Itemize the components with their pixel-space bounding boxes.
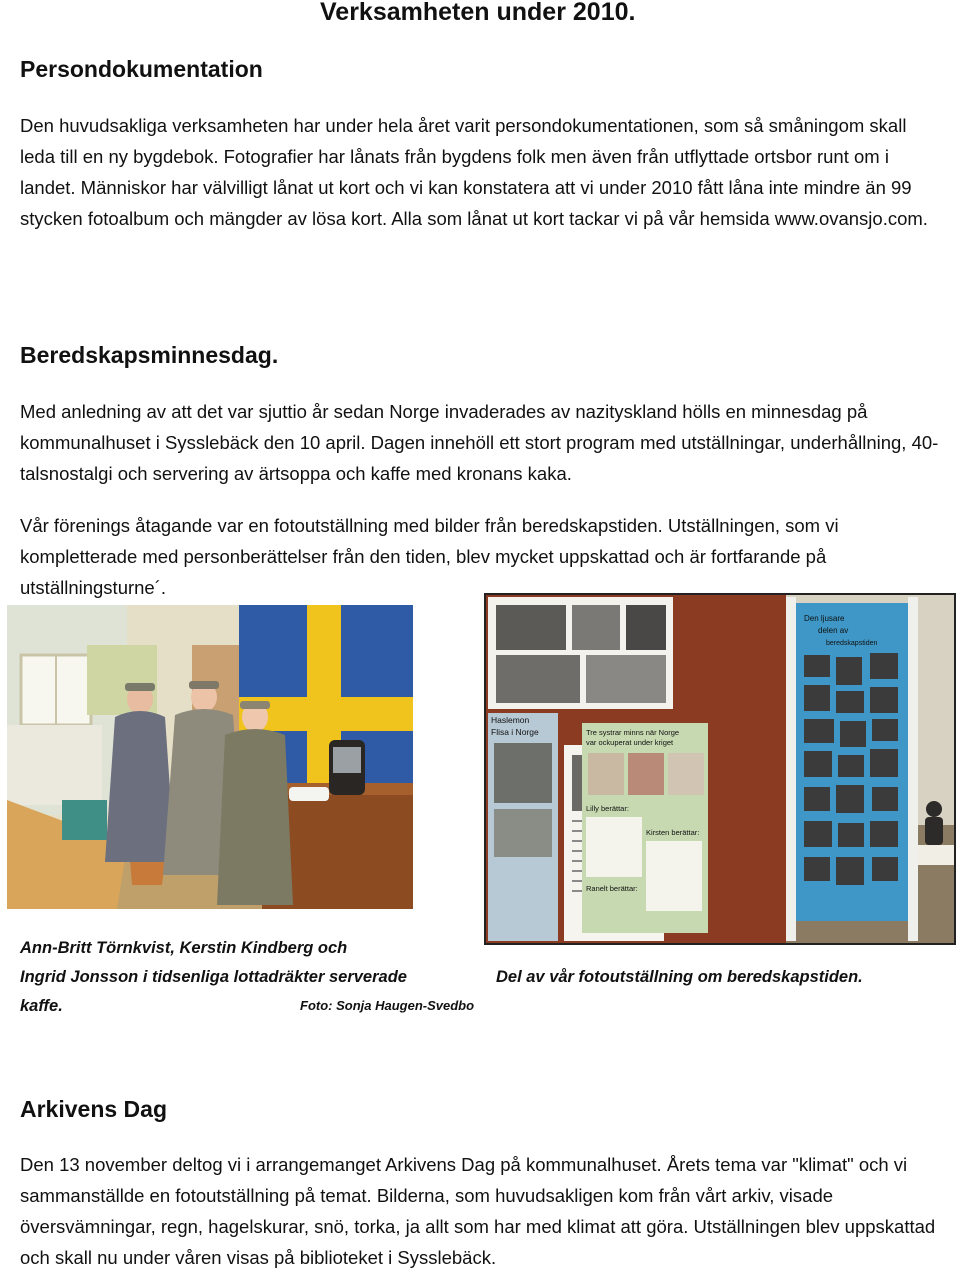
- section-heading-persondokumentation: Persondokumentation: [20, 56, 263, 82]
- photo-exhibition: [484, 593, 956, 945]
- poster-text-kirsten: Kirsten berättar:: [646, 828, 700, 837]
- caption-left-line1: Ann-Britt Törnkvist, Kerstin Kindberg och: [20, 939, 348, 957]
- caption-right: Del av vår fotoutställning om beredskapstiden.: [496, 968, 863, 986]
- photo-lottor-serving-coffee: [7, 605, 413, 909]
- caption-left-line2: Ingrid Jonsson i tidsenliga lottadräkter serverade: [20, 968, 407, 986]
- photo-lottor-illustration: [7, 605, 413, 909]
- poster-text-ockuperat: var ockuperat under kriget: [586, 738, 674, 747]
- page-title: Verksamheten under 2010.: [320, 0, 636, 26]
- paragraph-beredskap-intro: Med anledning av att det var sjuttio år sedan Norge invaderades av nazityskland hölls en minnesdag på kommunalhuset i Sysslebäck den 10 april. Dagen innehöll ett stort program med utställningar, underhållning, 40-talsnostalgi och servering av ärtsoppa och kaffe med kronans kaka.: [20, 401, 939, 484]
- paragraph-persondokumentation: Den huvudsakliga verksamheten har under hela året varit persondokumentationen, som så småningom skall leda till en ny bygdebok. Fotografier har lånats från bygdens folk men även från utflyttade ortsbor runt om i landet. Människor har välvilligt lånat ut kort och vi kan konstatera att vi under 2010 fått låna inte mindre än 99 stycken fotoalbum och mängder av lösa kort. Alla som lånat ut kort tackar vi på vår hemsida www.ovansjo.com.: [20, 115, 928, 229]
- section-heading-beredskapsminnesdag: Beredskapsminnesdag.: [20, 342, 279, 368]
- poster-text-den-ljusare: Den ljusare: [804, 614, 845, 623]
- paragraph-beredskap-exhibition: Vår förenings åtagande var en fotoutställning med bilder från beredskapstiden. Utställningen, som vi kompletterade med personberättelser från den tiden, blev mycket uppskattad och är fortfarande på utställningsturne´.: [20, 515, 839, 598]
- poster-text-flisa: Flisa i Norge: [491, 727, 539, 737]
- caption-left-line3: kaffe.: [20, 997, 63, 1015]
- poster-text-tre-systrar: Tre systrar minns när Norge: [586, 728, 680, 737]
- poster-text-delen-av: delen av: [818, 626, 849, 635]
- poster-text-lilly: Lilly berättar:: [586, 804, 629, 813]
- poster-text-beredskapstiden: beredskapstiden: [826, 640, 878, 647]
- section-heading-arkivens-dag: Arkivens Dag: [20, 1096, 168, 1122]
- poster-text-haslemon: Haslemon: [491, 715, 530, 725]
- photo-exhibition-illustration: [486, 595, 954, 943]
- paragraph-arkivens-dag: Den 13 november deltog vi i arrangemanget Arkivens Dag på kommunalhuset. Årets tema var "klimat" och vi sammanställde en fotoutställning på temat. Bilderna, som huvudsakligen kom från vårt arkiv, visade översvämningar, regn, hagelskurar, snö, torka, ja allt som har med klimat att göra. Utställningen blev uppskattad och skall nu under våren visas på biblioteket i Sysslebäck.: [20, 1154, 936, 1268]
- poster-text-ranelt: Ranelt berättar:: [586, 884, 638, 893]
- photo-credit: Foto: Sonja Haugen-Svedbo: [300, 998, 475, 1013]
